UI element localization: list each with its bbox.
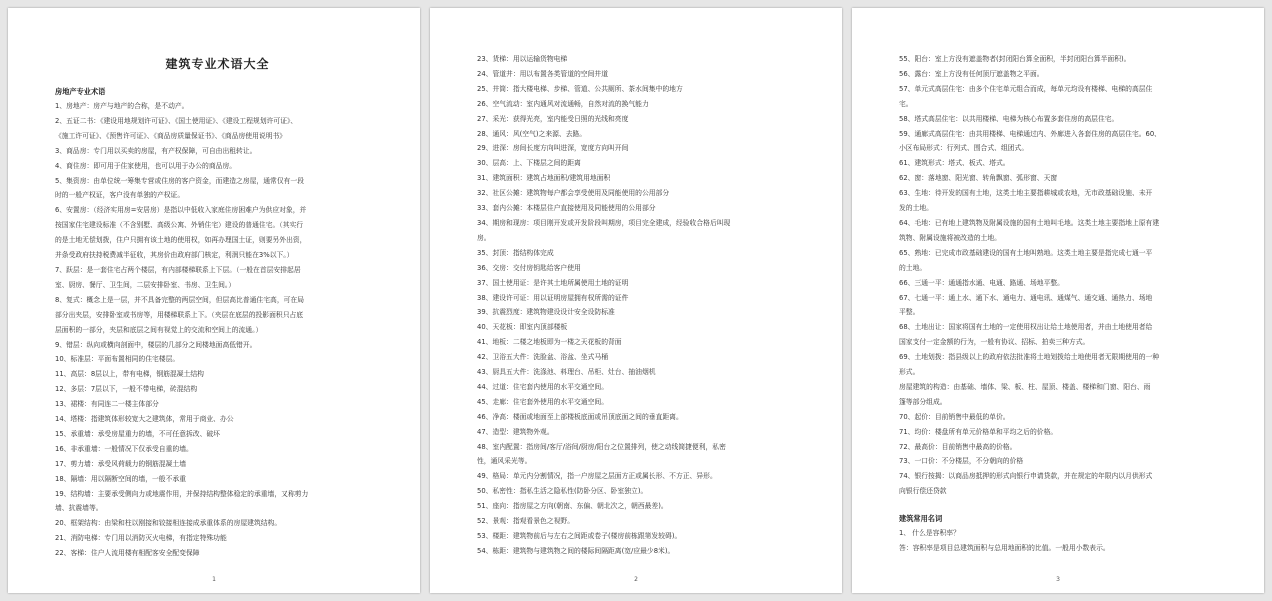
text-line: 15、承重墙：承受房屋重力的墙，不可任意拆改、破坏: [55, 429, 220, 438]
page-number: 2: [634, 576, 638, 583]
page-3-qa-text: [899, 526, 1224, 556]
text-line: 57、单元式高层住宅：由多个住宅单元组合而成，每单元均设有楼梯、电梯的高层住: [899, 84, 1153, 93]
text-line: 时的一般产权证，客户没有单独的产权证。: [55, 191, 185, 200]
text-line: 16、非承重墙：一般情况下仅承受自重的墙。: [55, 444, 193, 453]
page-content: [55, 54, 380, 561]
text-line: 18、隔墙：用以隔断空间的墙，一般不承重: [55, 474, 186, 483]
text-line: 49、格局：单元内分割情况，指一户房屋之层面方正或属长形、不方正、异形。: [477, 472, 717, 481]
text-line: 21、消防电梯：专门用以消防灭火电梯，有指定特殊功能: [55, 534, 227, 543]
text-line: 性，通风采光等。: [477, 457, 532, 466]
text-line: 47、造型：建筑物外观。: [477, 427, 554, 436]
text-line: 19、结构墙：主要承受侧向力或地震作用，并保持结构整体稳定的承重墙，又称剪力: [55, 489, 309, 498]
text-line: 66、三通一平：通通指水通、电通、路通、场地平整。: [899, 278, 1064, 287]
text-line: 42、卫浴五大件：洗脸盆、浴盆、坐式马桶: [477, 353, 608, 362]
text-line: 36、交房：交付房钥匙给客户使用: [477, 263, 581, 272]
page-number: 1: [212, 576, 216, 583]
text-line: 3、商品房：专门用以买卖的房屋，有产权保障，可自由出租转让。: [55, 146, 257, 155]
text-line: 筑物、附属设施将被改造的土地。: [899, 233, 1001, 242]
text-line: 40、天花板：即室内顶部楼板: [477, 323, 568, 332]
text-line: 73、一口价：不分楼层，不分朝向的价格: [899, 457, 1024, 466]
text-line: 63、生地：待开发的国有土地，这类土地主要指耕城或农地，无市政基础设施、未开: [899, 189, 1153, 198]
text-line: 69、土地划拨：指县级以上的政府依法批准将土地划拨给土地使用者无限期使用的一种: [899, 353, 1160, 362]
text-line: 26、空气流动：室内通风对流通畅，自然对流的换气能力: [477, 99, 649, 108]
text-line: 6、安置房：（经济实用房=安居房）是指以中低收入家庭住房困难户为供应对象，并: [55, 206, 307, 215]
text-line: 64、毛地：已有地上建筑物及附属设施的国有土地叫毛地。这类土地主要指地上原有建: [899, 218, 1160, 227]
text-line: 10、标准层：平面布置相同的住宅楼层。: [55, 355, 180, 364]
text-line: 59、通廊式高层住宅：由共用楼梯、电梯通过内、外廊进入各套住房的高层住宅。60、: [899, 129, 1161, 138]
page-number: 3: [1056, 576, 1060, 583]
text-line: 《施工许可证》、《预售许可证》、《商品房质量保证书》、《商品房使用说明书》: [55, 131, 287, 140]
text-line: 向银行偿还贷款: [899, 487, 947, 496]
text-line: 宅。: [899, 99, 913, 108]
text-line: 22、客梯：住户人流用楼有相配客安全配变保障: [55, 549, 200, 558]
text-line: 35、封顶：指结构体完成: [477, 248, 554, 257]
text-line: 答：容积率是项目总建筑面积与总用地面积的比值。一般用小数表示。: [899, 544, 1110, 553]
text-line: 39、抗震烈度：建筑物建设设计安全设防标准: [477, 308, 615, 317]
text-line: 31、建筑面积：建筑占地面积/建筑用地面积: [477, 174, 611, 183]
document-page-3: [852, 8, 1264, 593]
text-line: 51、座向：指房屋之方向(朝南、东偏、朝北次之，朝西最差)。: [477, 502, 668, 511]
document-title: 建筑专业术语大全: [165, 57, 270, 71]
text-line: 25、井筒：指大楼电梯、步梯、管道、公共厕所、茶水间集中的地方: [477, 84, 683, 93]
text-line: 17、剪力墙：承受风荷载力的钢筋混凝土墙: [55, 459, 186, 468]
text-line: 68、土地出让：国家将国有土地的一定使用权出让给土地使用者，并由土地使用者给: [899, 323, 1153, 332]
text-line: 8、复式：概念上是一层，并不具备完整的两层空间，但层高比普通住宅高，可在局: [55, 295, 305, 304]
page-content: [899, 52, 1224, 556]
text-line: 24、管道井：用以布置各类管道的空间井道: [477, 69, 608, 78]
text-line: 48、室内配置：指房间/客厅/浴间/厨房/阳台之位置排列，使之动线简捷便利，私密: [477, 442, 726, 451]
text-line: 室、厨房、餐厅、卫生间，二层安排卧室、书房、卫生间。）: [55, 280, 236, 289]
text-line: 46、净高：楼面或地面至上部楼板底面或吊顶底面之间的垂直距离。: [477, 412, 683, 421]
text-line: 房屋建筑的构造：由基础、墙体、梁、板、柱、屋顶、楼盖、楼梯和门窗、阳台、雨: [899, 382, 1151, 391]
text-line: 43、厨具五大件：洗涤池、料理台、吊柜、灶台、抽油烟机: [477, 368, 656, 377]
text-line: 平整。: [899, 308, 920, 317]
text-line: 29、进深：房间长度方向叫进深，宽度方向叫开间: [477, 144, 629, 153]
text-line: 65、熟地：已完成市政基础建设的国有土地叫熟地。这类土地主要是指完成七通一平: [899, 248, 1153, 257]
text-line: 56、露台：室上方没有任何顶厅遮盖物之平面。: [899, 69, 1044, 78]
text-line: 发的土地。: [899, 204, 933, 213]
section-heading-common-terms: 建筑常用名词: [899, 514, 943, 524]
text-line: 20、框架结构：由梁和柱以刚接和铰接相连接成承重体系的房屋建筑结构。: [55, 519, 282, 528]
text-line: 27、采光：获得光亮，室内能受日照的光线和亮度: [477, 114, 629, 123]
text-line: 44、过道：住宅套内使用的水平交通空间。: [477, 382, 608, 391]
document-page-1: [8, 8, 420, 593]
text-line: 32、社区公摊：建筑物每户都会享受使用及同能使用的公用部分: [477, 189, 670, 198]
text-line: 2、五证二书：《建设用地规划许可证》、《国土使用证》、《建设工程规划许可证》、: [55, 116, 298, 125]
text-line: 12、多层：7层以下，一般不带电梯，砖混结构: [55, 385, 198, 394]
text-line: 4、商住房：即可用于住家使用，也可以用于办公的商品房。: [55, 161, 237, 170]
page-3-text: [899, 52, 1224, 499]
text-line: 1、房地产：房产与地产的合称，是不动产。: [55, 102, 189, 110]
text-line: 11、高层：8层以上，带有电梯，钢筋混凝土结构: [55, 370, 204, 379]
document-page-2: [430, 8, 842, 593]
section-heading-real-estate: 房地产专业术语: [55, 87, 106, 96]
text-line: 墙、抗震墙等。: [55, 504, 103, 513]
text-line: 74、银行按揭：以商品房抵押的形式向银行申请贷款，并在规定的年限内以月供形式: [899, 472, 1153, 481]
text-line: 67、七通一平：通上水、通下水、通电力、通电讯、通煤气、通交通、通热力、场地: [899, 293, 1153, 302]
text-line: 部分出夹层，安排卧室或书房等，用楼梯联系上下。（夹层在底层的投影面积只占底: [55, 310, 304, 319]
text-line: 房。: [477, 233, 491, 242]
text-line: 5、集资房：由单位统一筹集专营或住房的客户资金，而建造之房屋，通常仅有一段: [55, 176, 305, 185]
text-line: 28、通风：风(空气)之来源、去路。: [477, 129, 587, 138]
text-line: 71、均价：楼盘所有单元价格单和平均之后的价格。: [899, 427, 1058, 436]
text-line: 9、错层：纵向或横向剖面中，楼层的几部分之间楼地面高低错开。: [55, 340, 257, 349]
text-line: 54、栋距：建筑物与建筑物之间的楼际间隔距离(宽/应最少8米)。: [477, 546, 675, 555]
text-line: 70、起价：目前销售中最低的单价。: [899, 412, 1010, 421]
text-line: 34、期房和现房：项目刚开发或开发阶段叫期房，项目完全建成，经验收合格后叫现: [477, 218, 731, 227]
text-line: 38、建设许可证：用以证明房屋拥有权所需的证件: [477, 293, 629, 302]
text-line: 14、塔楼：指建筑体形较宽大之建筑体，常用于商业、办公: [55, 415, 234, 424]
text-line: 52、景观：指观看景色之视野。: [477, 517, 575, 526]
text-line: 的土地。: [899, 263, 927, 272]
text-line: 按国家住宅建设标准（不含别墅、高级公寓、外销住宅）建设的普通住宅。（其实行: [55, 221, 304, 230]
text-line: 1、 什么是容积率？: [899, 529, 960, 538]
text-line: 61、建筑形式：塔式、板式、塔式。: [899, 159, 1010, 168]
text-line: 23、货梯：用以运输货物电梯: [477, 55, 568, 63]
text-line: 62、窗：落地窗、阳光窗、转角飘窗、弧形窗、天窗: [899, 174, 1058, 183]
text-line: 层面积的一部分，夹层和底层之间有视觉上的交流和空间上的流通。）: [55, 325, 263, 334]
text-line: 7、跃层：是一套住宅占两个楼层，有内部楼梯联系上下层。（一般在首层安排起居: [55, 265, 301, 274]
text-line: 30、层高：上、下楼层之间的距离: [477, 159, 581, 168]
page-2-text: [477, 52, 802, 559]
text-line: 72、最高价：目前销售中最高的价格。: [899, 442, 1017, 451]
text-line: 45、走廊：住宅套外使用的水平交通空间。: [477, 397, 608, 406]
text-line: 41、地板：二楼之地板即为一楼之天花板的背面: [477, 338, 622, 347]
text-line: 13、裙楼：有同连二一楼主体部分: [55, 400, 159, 409]
text-line: 国家支付一定金额的行为，一般有协议、招标、拍卖三种方式。: [899, 338, 1090, 347]
text-line: 55、阳台：室上方没有遮盖物者(封闭阳台算全面积，半封闭阳台算半面积)。: [899, 55, 1131, 63]
text-line: 篷等部分组成。: [899, 397, 947, 406]
text-line: 小区布局形式：行列式、围合式、组团式。: [899, 144, 1029, 153]
text-line: 并条受政府扶持税费减半征收，其房价由政府部门核定，利润只能在3%以下。）: [55, 251, 294, 260]
text-line: 33、套内公摊：本楼层住户直接使用及同能使用的公用部分: [477, 204, 656, 213]
text-line: 53、楼距：建筑物前后与左右之间距或卷子(楼房前栋跟第发较碍)。: [477, 532, 682, 540]
text-line: 37、国土使用证：是许其土地所属使用土地的证明: [477, 278, 629, 287]
page-1-text: [55, 99, 380, 561]
text-line: 形式。: [899, 368, 920, 377]
text-line: 58、塔式高层住宅：以共用楼梯、电梯为核心布置多套住房的高层住宅。: [899, 114, 1119, 123]
text-line: 50、私密性：指私生活之隐私性(防卧分区、卧室独立)。: [477, 487, 648, 496]
section-gap: [899, 499, 1224, 511]
page-content: [477, 52, 802, 559]
text-line: 的是土地无偿划拨，住户只拥有该土地的使用权，如再办理国土证，则要另外出资，: [55, 236, 307, 245]
